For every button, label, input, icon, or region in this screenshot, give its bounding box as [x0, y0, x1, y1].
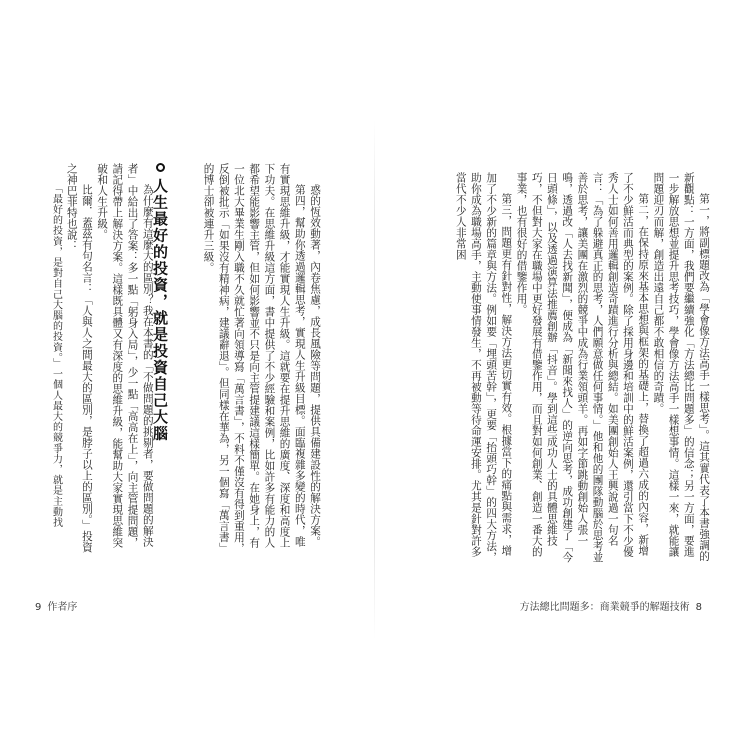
- left-paragraph-4: 比爾．蓋茲有句名言：「人與人之間最大的區別，是脖子以上的區別。」投資之神巴菲特也說：: [65, 163, 93, 553]
- section-heading: [150, 163, 171, 442]
- section-heading-text: 人生最好的投資，就是投資自己大腦: [151, 178, 169, 442]
- left-footer: [35, 598, 77, 613]
- left-quote: 「最好的投資，是對自己大腦的投資。」一個人最大的競爭力，就是主動找: [50, 183, 62, 528]
- left-page-number: 9: [35, 602, 42, 613]
- right-page-body: [445, 172, 711, 567]
- left-page: [0, 0, 374, 750]
- left-running-title: 作者序: [47, 602, 78, 613]
- right-running-title: 方法總比問題多：商業競爭的解題技術: [519, 602, 690, 613]
- heading-bullet-icon: [156, 163, 165, 172]
- right-paragraph-1: 第一，將副標題改為「學會像方法高手一樣思考」。這其實代表了本書強調的新觀點：一方面，我們要繼續強化「方法總比問題多」的信念；另一方面，要進一步解放思想並提升思考技巧，學會像方法高手一樣想事情。這樣一來，就能讓問題迎刃而解，創造出遠自己都不敢相信的奇蹟。: [652, 172, 710, 562]
- right-page-number: 8: [695, 602, 702, 613]
- left-paragraph-1: 惑的恆效動著，內卷焦慮，成長風險等問題，提供具備建設性的解決方案。: [309, 184, 321, 548]
- right-paragraph-2: 第二，在保持原來基本思想與框架的基礎上，替換了超過六成的內容，新增了不少鮮活而典型的案例。除了採用身邊和培訓中的鮮活案例，還引當下不少優秀人士如何善用邏輯創造奇蹟進行分析與總結。如美團創始人王興說過一句名言：「為了躲避真正的思考，人們願意做任何事情。」他和他的團隊動腦於思考並善於思考，讓美團在激烈的競爭中成為行業領頭羊。再如字節跳動創始人張一鳴，透過改「人去找新聞」，便成為「新聞來找人」的逆向思考，成功創建了「今日頭條」，以及透過演算法推薦創辦「抖音」。學到這些成功人士的具體思維技巧，不但對大家在職場中更好發展有借鑒作用，而且對如何創業、創造一番大的事業，也有很好的借鑒作用。: [515, 172, 650, 563]
- left-spacer: [185, 163, 200, 558]
- left-spacer-2: [170, 163, 185, 558]
- right-page: [375, 0, 750, 750]
- left-paragraph-2: 第四，幫助你透過邏輯思考，實現人生升級目標。面臨複雜多變的時代，唯有實現思維升級，才能實現人生升級。這就要在提升思維的廣度、深度和高度上下功夫。在思維升級這方面，書中提供了不少經驗和案例，比如許多有能力的人都希望能影響主管，但如何影響並不只是向主管提建議這樣簡單。在她身上，有一位北大畢業生剛入職不久就忙著向領導寫「萬言書」，不料不僅沒有得到重用，反倒被批示「如果沒有精神病，建議辭退」。但同樣在華為，另一個寫「萬言書」的博士卻被連升三級。: [202, 163, 306, 554]
- left-paragraph-3: 為什麼有這麼大的區別？我在本書的「不做問題的挑剔者，要做問題的解決者」中給出了答案：多一點「躬身入局」，少一點「高高在上」，向主管提問題，請記得帶上解決方案。這樣既具體又有深度的思維升級，能幫助大家實現思維突破和人生升級。: [96, 163, 154, 549]
- right-footer: [520, 598, 702, 613]
- right-paragraph-3: 第三，問題更有針對性，解決方法更切實有效。根據當下的痛點與需求，增加了不少新的篇章與方法。例如要「埋頭苦幹」，更要「抬頭巧幹」的四大方法，助你成為職場高手，主動使事情發生，不再被動等待命運安排。尤其是針對許多當代不少人非常困: [454, 172, 513, 563]
- left-page-body: [50, 163, 322, 558]
